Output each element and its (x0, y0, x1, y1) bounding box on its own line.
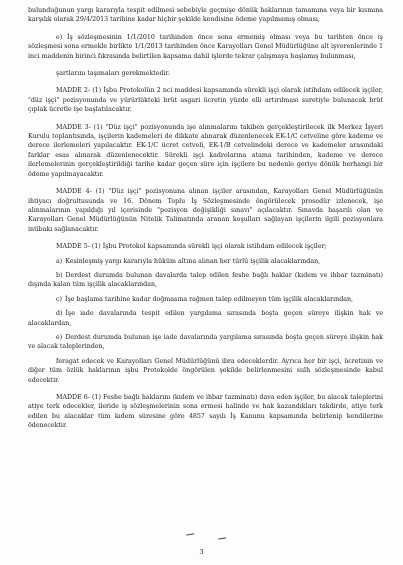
article-5: MADDE 5- (1) İşbu Protokol kapsamında sürekli işçi olarak istihdam edilecek işçiler; (56, 243, 327, 251)
article-5-item-d (28, 309, 383, 328)
item-text: Derdest durumda bulunan işe iade davalarında yargılama sırasında boşta geçen süreye ilişkin hak ve alacak taleplerinden, (28, 333, 383, 351)
page-number: 3 (199, 547, 204, 556)
article-3: MADDE 3- (1) "Düz işçi" pozisyonunda işe alınmalarını takiben gerçekleştirilecek ilk Merkez İşyeri Kurulu toplantısında, işçilerin kademeleri de dikkate alınarak düzenlenecek EK-1/C cetveline göre kademe ve derece ilerlemeleri yapılacaktır. EK-1/C ücret cetveli, EK-1/B cetvelindeki derece ve kademeler arasındaki farklar esas alınarak düzenlenecektir. Sürekli işçi kadrolarına atama tarihinden, kademe ve derece ilerlemelerinin gerçekleştirildiği tarihe kadar geçen süre için işçilere bu nedenle geriye dönük herhangi bir ödeme yapılmayacaktır. (28, 123, 383, 178)
item-label: d) (56, 310, 63, 318)
article-5-item-a (28, 257, 383, 266)
paragraph-continuation: bulunduğunun yargı kararıyla tespit edilmesi sebebiyle geçmişe dönük haklarının tamamına veya bir kısmına karşılık olarak 29/4/2013 tarihine kadar hiçbir şekilde kendisine ödeme yapılmamış olması, (28, 7, 383, 24)
article-6: MADDE 6- (1) Feshe bağlı haklarını (kıdem ve ihbar tazminatı) dava eden işçiler, bu alacak taleplerini atiye terk edecekler, ileride iş sözleşmelerinin sona ermesi halinde ve hak kazandıkları takdirde, atiye terk edilen bu alacaklar tüm kıdem süresine göre 4857 sayılı İş Kanunu kapsamında belirlenip kendilerine ödenecektir. (28, 394, 383, 430)
item-label: a) (56, 257, 63, 265)
paragraph-condition-e: e) İş sözleşmesinin 1/1/2010 tarihinden önce sona ermemiş olması veya bu tarihten önce iş sözleşmesi sona ermekle birlikte 1/1/2013 tarihinden önce Karayolları Genel Müdürlüğüne alt işverenlerinde 1 inci maddenin birinci fıkrasında belirtilen kapsama dahil işlerde tekrar çalışmaya başlamış bulunması, (28, 33, 383, 60)
article-5-item-c (28, 295, 383, 304)
item-text: İşe başlama tarihine kadar doğmasına rağmen talep edilmeyen tüm işçilik alacaklarından, (64, 295, 354, 303)
item-label: c) (56, 295, 62, 303)
item-text: Kesinleşmiş yargı kararıyla hüküm altına alınan her türlü işçilik alacaklarından, (65, 257, 321, 265)
initial-mark (186, 530, 195, 535)
paragraph-conditions-closing: şartlarını taşımaları gerekmektedir. (56, 70, 170, 78)
item-label: e) (56, 333, 63, 341)
article-4: MADDE 4- (1) "Düz işçi" pozisyonuna alınan işçiler arasından, Karayolları Genel Müdürlüğünün ihtiyacı doğrultusunda ve 16. Dönem Toplu İş Sözleşmesinde öngörülecek prosedür izlenecek, işe alınmalarının yapıldığı yıl içerisinde "pozisyon değişikliği sınavı" açılacaktır. Sınavda başarılı olan ve Karayolları Genel Müdürlüğünün Nitelik Talimatında aranan koşulları sağlayan işçilerin ilgili pozisyonlara intibakı sağlanacaktır. (28, 188, 383, 233)
item-text: İşe iade davalarında tespit edilen yargılama sırasında boşta geçen süreye ilişkin hak ve alacaklardan, (28, 310, 383, 327)
article-5-item-b (28, 271, 383, 290)
item-text: Derdest durumda bulunan davalarda talep edilen feshe bağlı haklar (kıdem ve ihbar tazminatı) dışında kalan tüm işçilik alacaklarından, (28, 271, 383, 289)
article-5-closing: feragat edecek ve Karayolları Genel Müdürlüğünü ibra edeceklerdir. Ayrıca her bir işçi, ücretinin ve diğer tüm özlük haklarının işbu Protokolde öngörülen şekilde belirlenmesini sulh sözleşmesinde kabul edecektir. (28, 357, 383, 384)
item-label: b) (56, 271, 63, 279)
article-5-item-e (28, 333, 383, 352)
article-2: MADDE 2- (1) İşbu Protokolün 2 nci maddesi kapsamında sürekli işçi olarak istihdam edilecek işçiler, "düz işçi" pozisyonunda ve yürürlükteki brüt asgari ücretin yüzde elli artırılması suretiyle bulunacak brüt çıplak ücretle işe başlatılacaktır. (28, 87, 383, 114)
initial-mark (218, 534, 227, 539)
